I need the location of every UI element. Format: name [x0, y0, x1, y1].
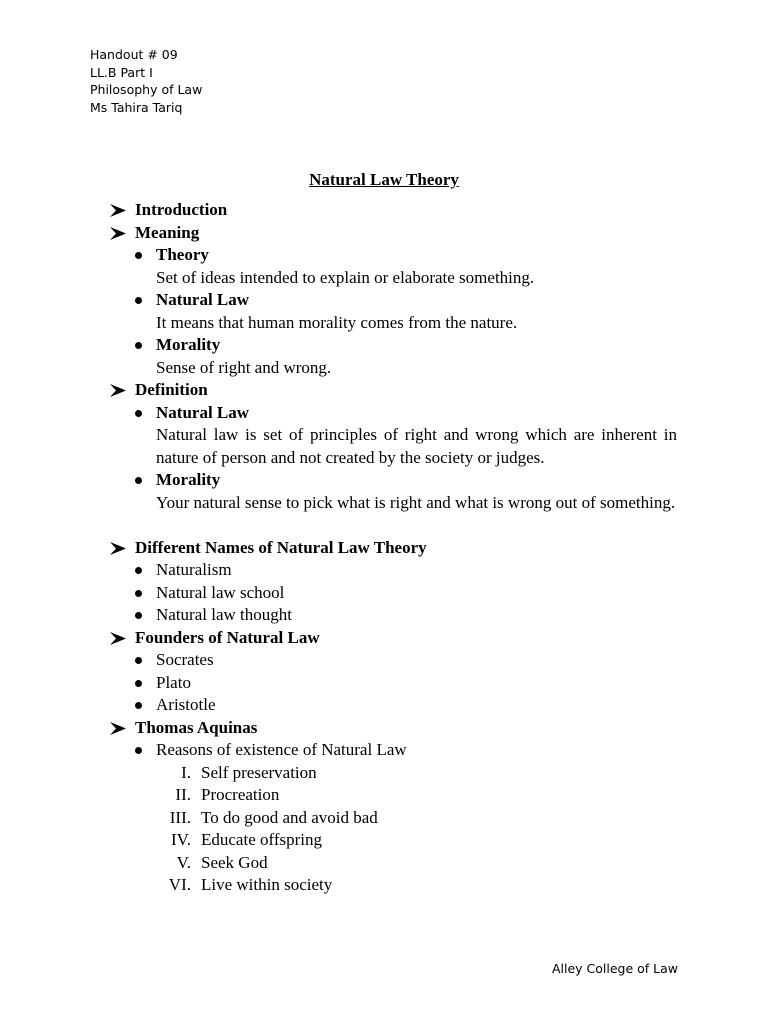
list-item — [110, 582, 677, 605]
bullet-icon — [135, 477, 142, 484]
bullet-icon — [135, 680, 142, 687]
list-item — [110, 289, 677, 334]
numbered-item — [110, 784, 677, 807]
roman-numeral: II. — [175, 785, 191, 804]
document-footer: Alley College of Law — [551, 961, 678, 976]
arrow-bullet-icon — [110, 384, 126, 397]
list-item — [110, 604, 677, 627]
course-level: LL.B Part I — [90, 64, 153, 80]
list-item — [110, 334, 677, 379]
bullet-icon — [135, 612, 142, 619]
section-title: Thomas Aquinas — [135, 717, 258, 737]
bullet-icon — [135, 342, 142, 349]
term-title: Natural Law — [156, 290, 250, 309]
term-description: Set of ideas intended to explain or elaborate something. — [156, 267, 535, 287]
term-title: Theory — [156, 245, 209, 264]
list-item — [110, 739, 677, 762]
section-title: Introduction — [135, 200, 228, 219]
numbered-item — [110, 852, 677, 875]
numbered-item-text: Self preservation — [201, 762, 317, 782]
list-item — [110, 244, 677, 289]
section-meaning — [110, 222, 677, 245]
roman-numeral: IV. — [171, 830, 191, 849]
list-item-text: Plato — [156, 672, 191, 692]
term-description: Sense of right and wrong. — [156, 357, 332, 377]
numbered-item-text: Seek God — [201, 852, 268, 872]
instructor-name: Ms Tahira Tariq — [90, 99, 183, 115]
bullet-icon — [135, 590, 142, 597]
list-item — [110, 649, 677, 672]
section-introduction — [110, 199, 677, 222]
list-item-text: Natural law thought — [156, 605, 292, 624]
list-item-text: Aristotle — [156, 695, 216, 714]
numbered-item-text: To do good and avoid bad — [201, 807, 378, 827]
arrow-bullet-icon — [110, 204, 126, 217]
list-item — [110, 402, 677, 470]
subject-name: Philosophy of Law — [90, 82, 203, 97]
term-title: Morality — [156, 470, 221, 489]
bullet-icon — [135, 702, 142, 709]
list-item — [110, 559, 677, 582]
handout-number: Handout # 09 — [90, 47, 178, 62]
section-thomas-aquinas — [110, 717, 677, 740]
section-definition — [110, 379, 677, 402]
numbered-item-text: Live within society — [201, 875, 333, 894]
list-item — [110, 694, 677, 717]
document-header — [90, 46, 202, 116]
term-title: Natural Law — [156, 402, 250, 422]
arrow-bullet-icon — [110, 227, 126, 240]
document-body — [110, 199, 677, 897]
section-founders — [110, 627, 677, 650]
list-item-text: Natural law school — [156, 582, 285, 602]
term-description: Your natural sense to pick what is right and what is wrong out of something. — [156, 492, 676, 512]
section-title: Founders of Natural Law — [135, 627, 320, 647]
bullet-icon — [135, 297, 142, 304]
list-item-text: Naturalism — [156, 560, 232, 579]
term-description: Natural law is set of principles of right and wrong which are inherent in nature of person and not created by the society or judges. — [156, 425, 677, 467]
list-item-text: Reasons of existence of Natural Law — [156, 740, 407, 759]
arrow-bullet-icon — [110, 722, 126, 735]
list-item-text: Socrates — [156, 650, 214, 669]
arrow-bullet-icon — [110, 632, 126, 645]
list-item — [110, 469, 677, 514]
roman-numeral: I. — [181, 762, 191, 782]
bullet-icon — [135, 252, 142, 259]
arrow-bullet-icon — [110, 542, 126, 555]
numbered-item — [110, 874, 677, 897]
numbered-item-text: Procreation — [201, 785, 280, 804]
section-title: Definition — [135, 380, 208, 399]
list-item — [110, 672, 677, 695]
bullet-icon — [135, 657, 142, 664]
section-different-names — [110, 537, 677, 560]
section-title: Different Names of Natural Law Theory — [135, 537, 427, 557]
roman-numeral: V. — [176, 852, 191, 872]
numbered-item — [110, 807, 677, 830]
section-title: Meaning — [135, 222, 200, 242]
numbered-item — [110, 829, 677, 852]
numbered-item — [110, 762, 677, 785]
spacer — [110, 514, 677, 537]
roman-numeral: III. — [169, 807, 191, 827]
bullet-icon — [135, 747, 142, 754]
roman-numeral: VI. — [168, 875, 191, 894]
numbered-item-text: Educate offspring — [201, 830, 323, 849]
bullet-icon — [135, 567, 142, 574]
term-description: It means that human morality comes from the nature. — [156, 312, 518, 332]
bullet-icon — [135, 410, 142, 417]
term-title: Morality — [156, 335, 221, 354]
page-title: Natural Law Theory — [309, 170, 459, 189]
